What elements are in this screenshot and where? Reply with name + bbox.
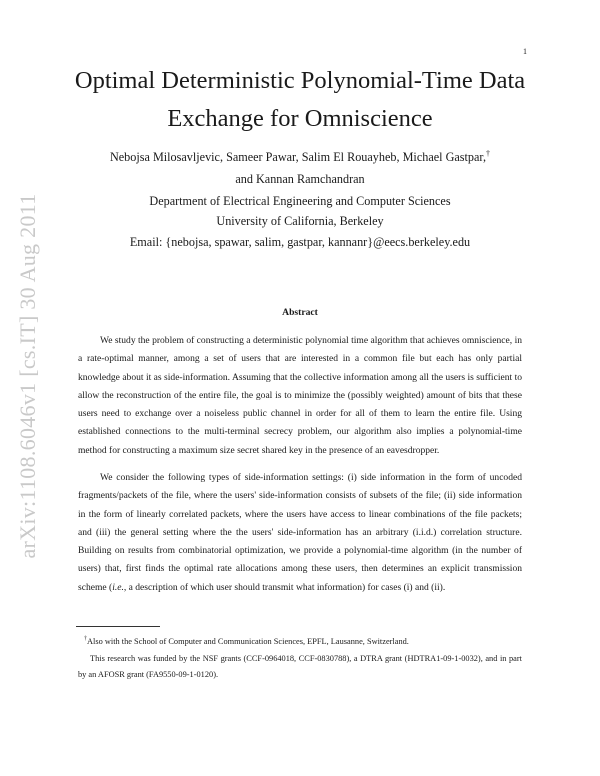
abstract-paragraph-2-ie: i.e.	[112, 581, 124, 593]
abstract-paragraph-2-text: We consider the following types of side-information settings: (i) side information in the form of uncoded fragments/packets of the file, where the users' side-information consists of subsets of the file; (ii) side information in the form of linearly correlated packets, where the users have access to linear combinations of the file packets; and (iii) the general setting where the the users' side-information has an arbitrary (i.i.d.) correlation structure. Building on results from combinatorial optimization, we provide a polynomial-time algorithm (in the number of users) that, first finds the optimal rate allocations among these users, then determines an explicit transmission scheme (	[78, 472, 522, 593]
page-number: 1	[523, 47, 527, 56]
abstract-paragraph-2-text-end: , a description of which user should transmit what information) for cases (i) and (ii).	[123, 581, 446, 593]
footnote-affiliation-text: Also with the School of Computer and Communication Sciences, EPFL, Lausanne, Switzerland.	[87, 637, 409, 646]
author-emails: Email: {nebojsa, spawar, salim, gastpar, kannanr}@eecs.berkeley.edu	[129, 235, 471, 249]
abstract-heading: Abstract	[282, 307, 318, 318]
affiliation-university: University of California, Berkeley	[216, 214, 384, 228]
author-list	[60, 150, 540, 165]
affiliation-department: Department of Electrical Engineering and Computer Sciences	[149, 194, 451, 208]
footnote-affiliation	[78, 634, 522, 650]
author-names-line1: Nebojsa Milosavljevic, Sameer Pawar, Salim El Rouayheb, Michael Gastpar,	[109, 150, 487, 164]
abstract-paragraph-1: We study the problem of constructing a deterministic polynomial time algorithm that achieves omniscience, in a rate-optimal manner, among a set of users that are interested in a common file but each has only partial knowledge about it as side-information. Assuming that the collective information among all the users is sufficient to allow the reconstruction of the entire file, the goal is to minimize the (possibly weighted) amount of bits that these users need to exchange over a noiseless public channel in order for all of them to learn the entire file. Using established connections to the multi-terminal secrecy problem, our algorithm also implies a polynomial-time method for constructing a maximum size secret shared key in the presence of an eavesdropper.	[78, 335, 522, 456]
arxiv-identifier-stamp: arXiv:1108.6046v1 [cs.IT] 30 Aug 2011	[15, 193, 40, 559]
abstract-paragraph-2	[78, 469, 522, 597]
footnote-funding: This research was funded by the NSF grants (CCF-0964018, CCF-0830788), a DTRA grant (HDTRA1-09-1-0032), and in part by an AFOSR grant (FA9550-09-1-0120).	[78, 654, 522, 679]
footnote-divider	[76, 626, 160, 627]
footnote-mark: †	[84, 636, 87, 642]
paper-title: Optimal Deterministic Polynomial-Time Data Exchange for Omniscience	[74, 67, 526, 132]
author-footnote-mark: †	[486, 148, 491, 158]
author-names-line2: and Kannan Ramchandran	[235, 172, 365, 186]
